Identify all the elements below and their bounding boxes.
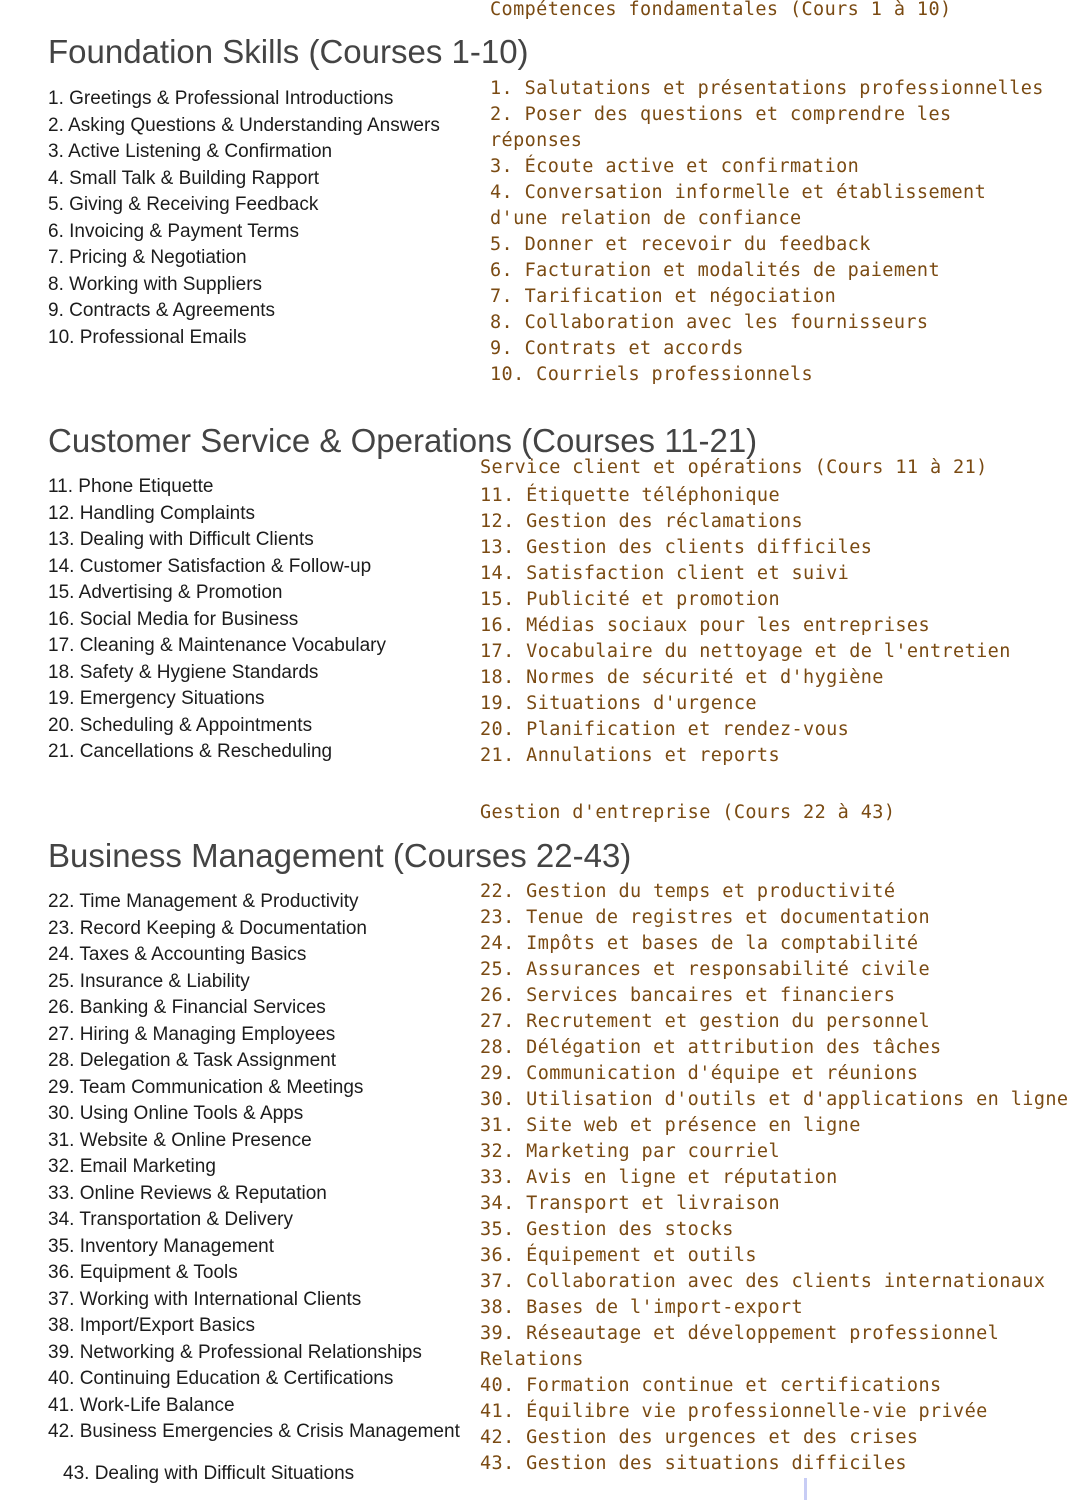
course-list-business (48, 889, 460, 1487)
fr-course-line: 37. Collaboration avec des clients internationaux (480, 1271, 1046, 1292)
fr-course-line: 9. Contrats et accords (490, 338, 744, 359)
fr-course-list-customer-service (480, 483, 1011, 769)
fr-course-line: 41. Équilibre vie professionnelle-vie privée (480, 1401, 988, 1422)
course-item: 28. Delegation & Task Assignment (48, 1050, 336, 1071)
fr-course-line: 23. Tenue de registres et documentation (480, 907, 930, 928)
fr-course-list-foundation (490, 76, 1044, 388)
course-item: 14. Customer Satisfaction & Follow-up (48, 555, 372, 577)
fr-course-line: 5. Donner et recevoir du feedback (490, 234, 871, 255)
course-item: 40. Continuing Education & Certifications (48, 1368, 394, 1389)
fr-course-line: 2. Poser des questions et comprendre les (490, 104, 952, 125)
fr-course-line: 11. Étiquette téléphonique (480, 485, 780, 506)
course-item: 15. Advertising & Promotion (48, 582, 283, 603)
course-item: 8. Working with Suppliers (48, 273, 263, 295)
fr-course-line: 8. Collaboration avec les fournisseurs (490, 312, 929, 333)
course-item: 27. Hiring & Managing Employees (48, 1023, 336, 1045)
section-heading-foundation (48, 32, 529, 72)
fr-course-line: 4. Conversation informelle et établissement (490, 182, 987, 203)
fr-section-title-foundation: Compétences fondamentales (Cours 1 à 10) (490, 0, 952, 20)
fr-course-line: 32. Marketing par courriel (480, 1141, 780, 1162)
course-list-foundation (48, 86, 440, 351)
fr-course-line: 31. Site web et présence en ligne (480, 1115, 861, 1136)
fr-course-line: 40. Formation continue et certifications (480, 1375, 942, 1396)
course-item: 35. Inventory Management (48, 1235, 275, 1257)
fr-course-line: 1. Salutations et présentations professionnelles (490, 78, 1044, 99)
fr-course-line: 38. Bases de l'import-export (480, 1297, 804, 1318)
course-item: 2. Asking Questions & Understanding Answers (48, 114, 440, 136)
course-item: 24. Taxes & Accounting Basics (48, 944, 307, 965)
course-item: 31. Website & Online Presence (48, 1129, 312, 1151)
fr-course-line: 29. Communication d'équipe et réunions (480, 1063, 919, 1084)
fr-course-line: 42. Gestion des urgences et des crises (480, 1427, 919, 1448)
fr-course-line: 33. Avis en ligne et réputation (480, 1167, 838, 1188)
section-title-foundation: Foundation Skills (Courses 1-10) (48, 33, 529, 70)
course-item: 38. Import/Export Basics (48, 1315, 255, 1336)
fr-course-line: 16. Médias sociaux pour les entreprises (480, 615, 930, 636)
section-heading-customer-service (48, 421, 757, 461)
fr-section-title-business: Gestion d'entreprise (Cours 22 à 43) (480, 802, 896, 823)
fr-course-line: réponses (490, 130, 583, 151)
fr-course-line: 36. Équipement et outils (480, 1245, 757, 1266)
course-item: 20. Scheduling & Appointments (48, 714, 313, 736)
course-item: 34. Transportation & Delivery (48, 1209, 294, 1230)
course-item: 7. Pricing & Negotiation (48, 247, 247, 268)
course-item: 5. Giving & Receiving Feedback (48, 194, 319, 215)
text-cursor (804, 1478, 807, 1500)
course-item: 18. Safety & Hygiene Standards (48, 661, 319, 683)
section-heading-business (48, 836, 631, 876)
fr-course-line: 13. Gestion des clients difficiles (480, 537, 873, 558)
fr-course-line: 43. Gestion des situations difficiles (480, 1453, 907, 1474)
fr-course-line: 10. Courriels professionnels (490, 364, 814, 385)
fr-course-line: 19. Situations d'urgence (480, 693, 757, 714)
section-title-customer-service: Customer Service & Operations (Courses 11-21) (48, 422, 758, 459)
course-item: 32. Email Marketing (48, 1156, 216, 1177)
fr-course-line: 3. Écoute active et confirmation (490, 156, 860, 177)
course-item: 16. Social Media for Business (48, 608, 299, 630)
course-item: 11. Phone Etiquette (48, 476, 214, 497)
fr-course-line: 14. Satisfaction client et suivi (480, 563, 850, 584)
course-item: 23. Record Keeping & Documentation (48, 917, 367, 939)
section-title-business: Business Management (Courses 22-43) (48, 837, 632, 874)
course-item: 37. Working with International Clients (48, 1288, 362, 1310)
fr-course-line: 27. Recrutement et gestion du personnel (480, 1011, 930, 1032)
course-item: 10. Professional Emails (48, 326, 247, 348)
fr-course-line: 7. Tarification et négociation (490, 286, 837, 307)
course-item: 30. Using Online Tools & Apps (48, 1103, 304, 1124)
fr-section-title-customer-service: Service client et opérations (Cours 11 à 21) (480, 457, 988, 478)
course-item: 9. Contracts & Agreements (48, 300, 276, 321)
course-item: 3. Active Listening & Confirmation (48, 141, 333, 162)
course-item: 39. Networking & Professional Relationships (48, 1341, 422, 1363)
fr-course-line: 20. Planification et rendez-vous (480, 719, 850, 740)
fr-course-line: 6. Facturation et modalités de paiement (490, 260, 940, 281)
course-list-customer-service (48, 474, 386, 766)
fr-course-line: 24. Impôts et bases de la comptabilité (480, 933, 919, 954)
course-item: 41. Work-Life Balance (48, 1394, 235, 1416)
fr-course-line: 15. Publicité et promotion (480, 589, 780, 610)
course-item: 42. Business Emergencies & Crisis Management (48, 1421, 460, 1442)
fr-course-line: d'une relation de confiance (490, 208, 802, 229)
fr-course-line: 28. Délégation et attribution des tâches (480, 1037, 942, 1058)
course-item: 43. Dealing with Difficult Situations (63, 1462, 355, 1484)
fr-course-line: 26. Services bancaires et financiers (480, 985, 896, 1006)
fr-course-line: 35. Gestion des stocks (480, 1219, 734, 1240)
course-item: 26. Banking & Financial Services (48, 997, 326, 1018)
fr-course-line: 18. Normes de sécurité et d'hygiène (480, 667, 884, 688)
fr-course-line: 30. Utilisation d'outils et d'applications en ligne (480, 1089, 1068, 1110)
course-item: 12. Handling Complaints (48, 502, 256, 524)
course-item: 21. Cancellations & Rescheduling (48, 741, 333, 762)
fr-course-line: 22. Gestion du temps et productivité (480, 881, 896, 902)
fr-course-line: 21. Annulations et reports (480, 745, 780, 766)
course-item: 13. Dealing with Difficult Clients (48, 529, 314, 550)
fr-course-line: Relations (480, 1349, 584, 1370)
fr-course-line: 34. Transport et livraison (480, 1193, 780, 1214)
course-item: 29. Team Communication & Meetings (48, 1076, 364, 1098)
fr-course-line: 12. Gestion des réclamations (480, 511, 804, 532)
fr-course-line: 25. Assurances et responsabilité civile (480, 959, 930, 980)
fr-course-line: 39. Réseautage et développement professionnel (480, 1323, 1000, 1344)
course-item: 4. Small Talk & Building Rapport (48, 167, 320, 189)
course-item: 19. Emergency Situations (48, 688, 265, 709)
course-item: 6. Invoicing & Payment Terms (48, 220, 299, 242)
fr-course-list-business (480, 879, 1068, 1477)
course-item: 1. Greetings & Professional Introductions (48, 88, 394, 109)
course-item: 25. Insurance & Liability (48, 970, 250, 992)
fr-course-line: 17. Vocabulaire du nettoyage et de l'entretien (480, 641, 1011, 662)
course-item: 36. Equipment & Tools (48, 1262, 238, 1283)
course-item: 33. Online Reviews & Reputation (48, 1182, 327, 1204)
course-item: 17. Cleaning & Maintenance Vocabulary (48, 635, 387, 656)
course-item: 22. Time Management & Productivity (48, 891, 359, 912)
